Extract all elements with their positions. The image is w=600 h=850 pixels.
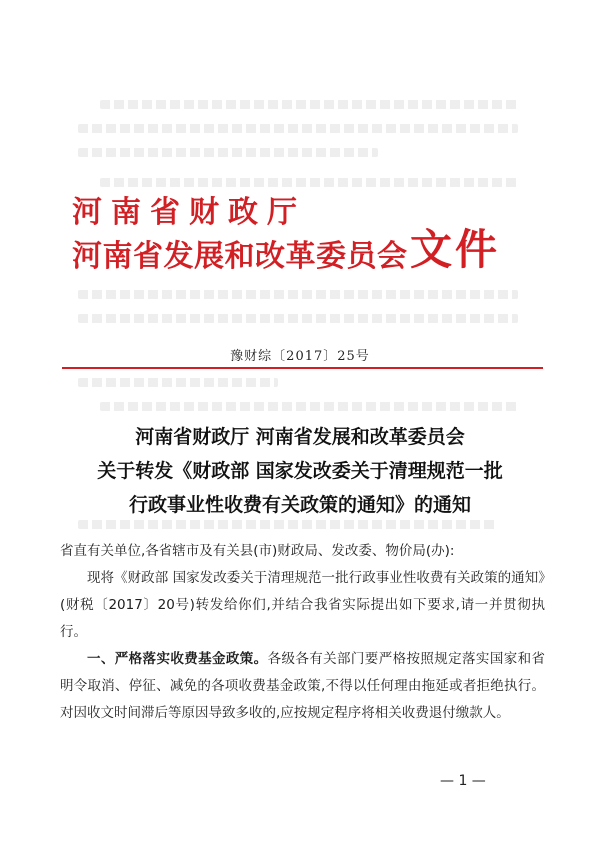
document-number: 豫财综〔2017〕25号 <box>230 349 370 364</box>
document-type-label: 文件 <box>410 225 501 274</box>
section-1-text: 各级各有关部门要严格按照规定落实国家和省明令取消、停征、减免的各项收费基金政策,不得以任何理由拖延或者拒绝执行。对因收文时间滞后等原因导致多收的,应按规定程序将相关收费退付缴款人。 <box>60 651 545 721</box>
recipients-line: 省直有关单位,各省辖市及有关县(市)财政局、发改委、物价局(办): <box>60 543 455 559</box>
document-title <box>40 420 560 522</box>
issuer-development-commission: 河南省发展和改革委员会 <box>72 239 408 274</box>
intro-paragraph: 现将《财政部 国家发改委关于清理规范一批行政事业性收费有关政策的通知》(财税〔2017〕20号)转发给你们,并结合我省实际提出如下要求,请一并贯彻执行。 <box>60 570 545 640</box>
title-line-3: 行政事业性收费有关政策的通知》的通知 <box>128 494 471 516</box>
title-line-2: 关于转发《财政部 国家发改委关于清理规范一批 <box>97 460 503 482</box>
section-1-heading: 一、严格落实收费基金政策。 <box>87 651 268 667</box>
section-1-paragraph <box>60 646 545 727</box>
issuer-finance-dept: 河南省财政厅 <box>72 195 306 230</box>
issuing-authorities <box>72 193 408 277</box>
title-line-1: 河南省财政厅 河南省发展和改革委员会 <box>135 426 465 448</box>
document-body <box>60 538 545 727</box>
red-separator-line <box>62 367 543 369</box>
page-number: — 1 — <box>440 773 486 789</box>
